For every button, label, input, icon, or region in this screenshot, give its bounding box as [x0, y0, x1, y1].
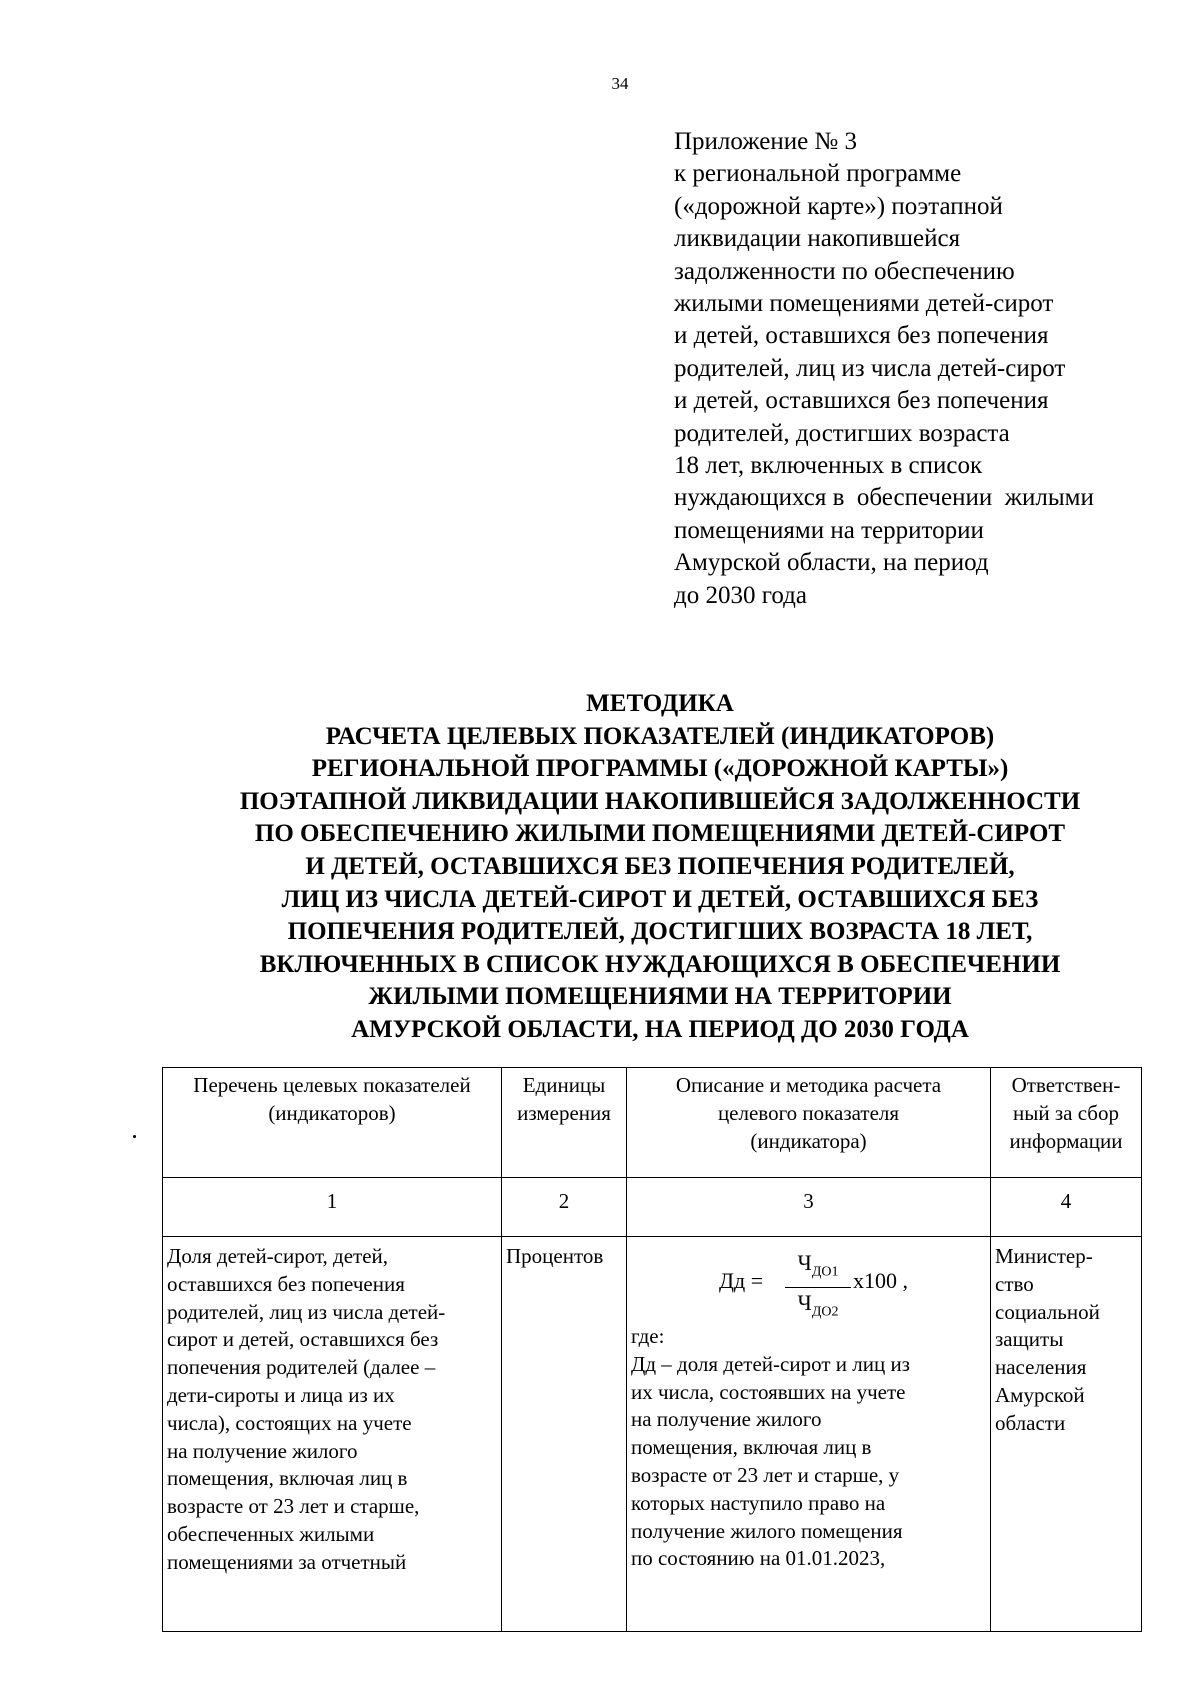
appendix-line: («дорожной карте») поэтапной [674, 192, 1003, 220]
formula-lhs: Дд = [719, 1268, 764, 1293]
title-line: РАСЧЕТА ЦЕЛЕВЫХ ПОКАЗАТЕЛЕЙ (ИНДИКАТОРОВ) [325, 722, 995, 750]
appendix-line: родителей, достигших возраста [674, 419, 1010, 447]
title-line: ВКЛЮЧЕННЫХ В СПИСОК НУЖДАЮЩИХСЯ В ОБЕСПЕЧЕНИИ [259, 950, 1061, 978]
appendix-line: Приложение № 3 [674, 128, 858, 155]
column-number: 1 [163, 1178, 502, 1237]
page-number: 34 [611, 74, 629, 93]
appendix-line: и детей, оставшихся без попечения [674, 387, 1049, 415]
title-line: РЕГИОНАЛЬНОЙ ПРОГРАММЫ («ДОРОЖНОЙ КАРТЫ») [311, 755, 1009, 783]
title-line: ПОЭТАПНОЙ ЛИКВИДАЦИИ НАКОПИВШЕЙСЯ ЗАДОЛЖЕННОСТИ [239, 787, 1081, 815]
appendix-line: задолженности по обеспечению [674, 257, 1015, 285]
column-number-row [163, 1178, 1142, 1237]
appendix-line: нуждающихся в обеспечении жилыми [674, 484, 1094, 512]
appendix-line: родителей, лиц из числа детей-сирот [674, 354, 1066, 382]
description-text: где: Дд – доля детей-сирот и лиц из их числа, состоявших на учете на получение жилого помещения, включая лиц в возрасте от 23 лет и старше, у которых наступило право на получение жилого помещения по состоянию на 01.01.2023, [631, 1324, 910, 1571]
indicators-table [162, 1067, 1142, 1632]
numerator-subscript: ДО1 [811, 1264, 839, 1280]
title-line: ПО ОБЕСПЕЧЕНИЮ ЖИЛЫМИ ПОМЕЩЕНИЯМИ ДЕТЕЙ-СИРОТ [254, 820, 1066, 848]
column-number: 4 [991, 1178, 1142, 1237]
responsible-cell: Министер- ство социальной защиты населения Амурской области [991, 1237, 1142, 1632]
indicators-table-wrapper [162, 1067, 1142, 1632]
title-line: И ДЕТЕЙ, ОСТАВШИХСЯ БЕЗ ПОПЕЧЕНИЯ РОДИТЕЛЕЙ, [305, 852, 1015, 880]
header-description: Описание и методика расчета целевого показателя (индикатора) [627, 1068, 991, 1178]
title-line: ЖИЛЫМИ ПОМЕЩЕНИЯМИ НА ТЕРРИТОРИИ [368, 983, 952, 1011]
appendix-line: ликвидации накопившейся [674, 225, 961, 253]
header-responsible: Ответствен- ный за сбор информации [991, 1068, 1142, 1178]
appendix-line: до 2030 года [674, 581, 807, 609]
column-number: 3 [627, 1178, 991, 1237]
formula-fraction [785, 1249, 851, 1326]
denominator-subscript: ДО2 [811, 1304, 839, 1320]
header-indicators: Перечень целевых показателей (индикаторов) [163, 1068, 502, 1178]
formula-numerator [785, 1249, 851, 1288]
formula-denominator [785, 1288, 851, 1326]
appendix-line: помещениями на территории [674, 516, 984, 544]
title-line: ЛИЦ ИЗ ЧИСЛА ДЕТЕЙ-СИРОТ И ДЕТЕЙ, ОСТАВШИХСЯ БЕЗ [281, 885, 1039, 913]
title-line: МЕТОДИКА [586, 690, 734, 717]
formula-rhs: х100 , [853, 1268, 908, 1293]
appendix-line: 18 лет, включенных в список [674, 452, 983, 480]
scan-speck [133, 1135, 136, 1138]
numerator-symbol: Ч [797, 1250, 812, 1275]
unit-cell: Процентов [502, 1237, 627, 1632]
header-units: Единицы измерения [502, 1068, 627, 1178]
formula [631, 1249, 986, 1320]
table-row [163, 1237, 1142, 1632]
appendix-header [674, 126, 1194, 612]
appendix-line: к региональной программе [674, 160, 962, 188]
column-number: 2 [502, 1178, 627, 1237]
document-title [160, 688, 1160, 1047]
indicator-cell: Доля детей-сирот, детей, оставшихся без попечения родителей, лиц из числа детей- сирот и детей, оставшихся без попечения родителей (далее – дети-сироты и лица из их числа), состоящих на учете на получение жилого помещения, включая лиц в возрасте от 23 лет и старше, обеспеченных жилыми помещениями за отчетный [163, 1237, 502, 1632]
title-line: ПОПЕЧЕНИЯ РОДИТЕЛЕЙ, ДОСТИГШИХ ВОЗРАСТА 18 ЛЕТ, [287, 918, 1033, 946]
table-header-row [163, 1068, 1142, 1178]
denominator-symbol: Ч [797, 1290, 812, 1316]
description-cell [627, 1237, 991, 1632]
title-line: АМУРСКОЙ ОБЛАСТИ, НА ПЕРИОД ДО 2030 ГОДА [351, 1015, 969, 1043]
appendix-line: Амурской области, на период [674, 549, 989, 577]
appendix-line: жилыми помещениями детей-сирот [674, 290, 1054, 318]
appendix-line: и детей, оставшихся без попечения [674, 322, 1049, 350]
